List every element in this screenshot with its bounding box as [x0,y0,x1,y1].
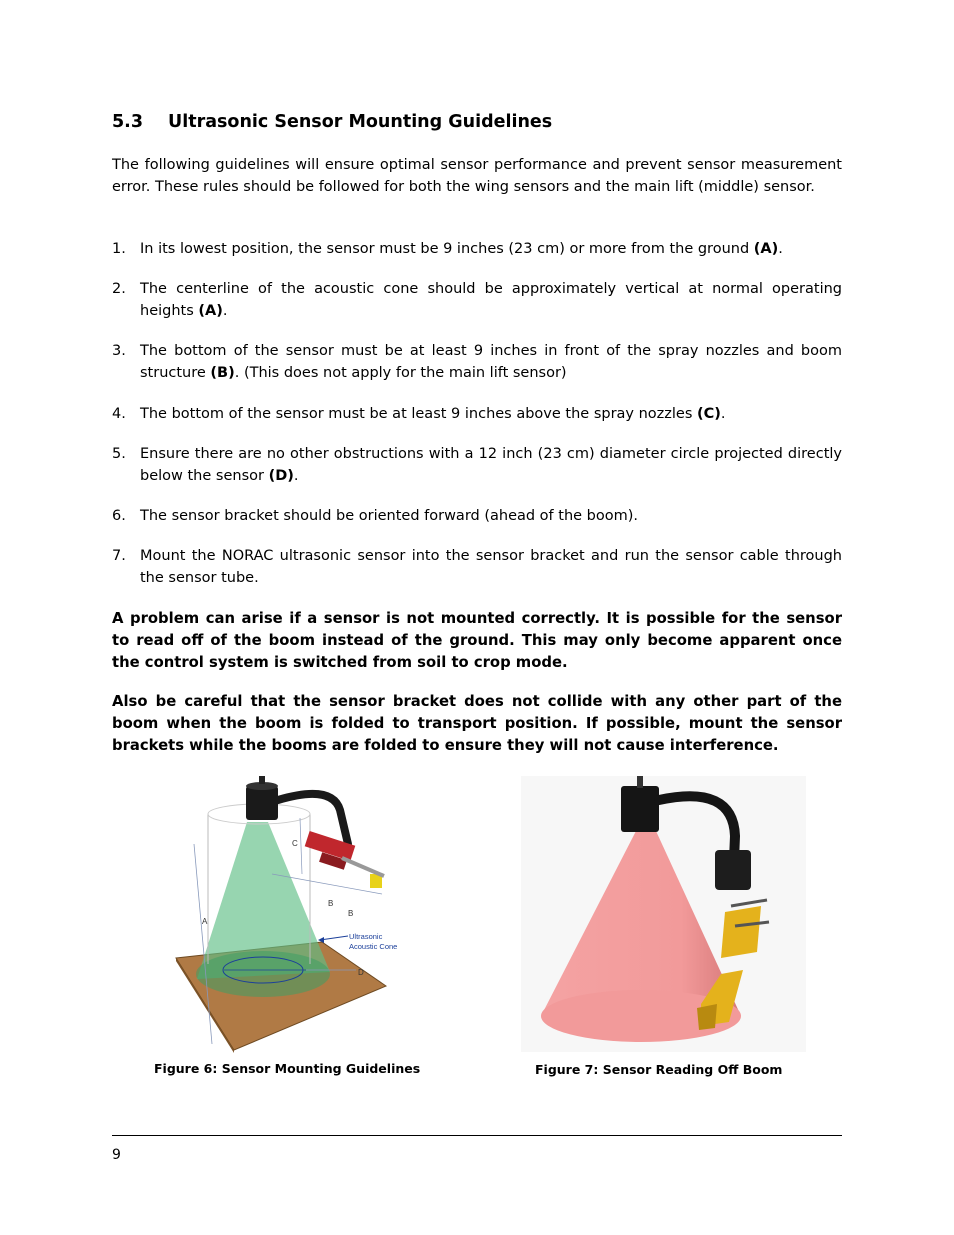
figure-reference: (B) [210,365,235,381]
list-item-body: In its lowest position, the sensor must be 9 inches (23 cm) or more from the ground [140,241,754,257]
list-item-number: 5. [112,446,126,462]
list-item-text [140,505,842,527]
figure-7-sensor-reading-off-boom [521,776,806,1052]
list-item-body: Ensure there are no other obstructions with a 12 inch (23 cm) diameter circle projected directly below the sensor [140,446,842,484]
label-c: C [292,839,298,848]
figure-reference: (A) [753,241,779,257]
list-item-tail: . (This does not apply for the main lift sensor) [234,365,567,381]
label-a: A [202,917,208,926]
list-item [112,443,842,487]
page-number: 9 [112,1147,121,1163]
list-item-body: The sensor bracket should be oriented forward (ahead of the boom). [140,508,639,524]
label-d: D [358,968,364,977]
list-item-tail: . [293,468,299,484]
figure-7-caption: Figure 7: Sensor Reading Off Boom [535,1062,783,1077]
section-heading [112,112,552,132]
list-item-text [140,545,842,589]
label-b-2: B [348,909,354,918]
list-item-number: 1. [112,241,126,257]
label-ultrasonic: Ultrasonic [349,932,383,941]
list-item-text [140,238,842,260]
figure-reference: (D) [268,468,294,484]
list-item-tail: . [720,406,726,422]
list-item-body: The bottom of the sensor must be at least 9 inches in front of the spray nozzles and boom structure [140,343,842,381]
label-b-1: B [328,899,334,908]
warning-paragraph-1: A problem can arise if a sensor is not mounted correctly. It is possible for the sensor to read off of the boom instead of the ground. This may only become apparent once the control system is switched from soil to crop mode. [112,610,842,671]
list-item-body: The centerline of the acoustic cone should be approximately vertical at normal operating heights [140,281,842,319]
list-item [112,545,842,589]
list-item-text [140,403,842,425]
warning-paragraph-2: Also be careful that the sensor bracket does not collide with any other part of the boom when the boom is folded to transport position. If possible, mount the sensor brackets while the booms are folded to ensure they will not cause interference. [112,693,842,754]
sensor-body [246,786,278,820]
list-item-text [140,443,842,487]
list-item-tail: . [222,303,228,319]
label-acoustic-cone: Acoustic Cone [349,942,398,951]
list-item [112,505,842,527]
yellow-bracket [721,906,761,958]
list-item-body: Mount the NORAC ultrasonic sensor into the sensor bracket and run the sensor cable through the sensor tube. [140,548,842,586]
figure-6-caption: Figure 6: Sensor Mounting Guidelines [154,1061,421,1076]
list-item-number: 6. [112,508,126,524]
list-item-text [140,278,842,322]
list-item-number: 2. [112,281,126,297]
list-item-number: 7. [112,548,126,564]
section-number: 5.3 [112,112,144,132]
list-item-number: 4. [112,406,126,422]
list-item-text [140,340,842,384]
list-item [112,403,842,425]
figure-6-sensor-mounting-diagram [172,774,422,1054]
list-item [112,340,842,384]
list-item [112,278,842,322]
list-item [112,238,842,260]
section-title: Ultrasonic Sensor Mounting Guidelines [168,112,553,132]
figure-reference: (C) [697,406,721,422]
list-item-body: The bottom of the sensor must be at least 9 inches above the spray nozzles [140,406,698,422]
list-item-number: 3. [112,343,126,359]
figure-reference: (A) [198,303,223,319]
footer-rule [112,1135,842,1136]
list-item-tail: . [778,241,783,257]
intro-paragraph: The following guidelines will ensure optimal sensor performance and prevent sensor measurement error. These rules should be followed for both the wing sensors and the main lift (middle) sensor. [112,157,842,195]
sensor-body [621,786,659,832]
